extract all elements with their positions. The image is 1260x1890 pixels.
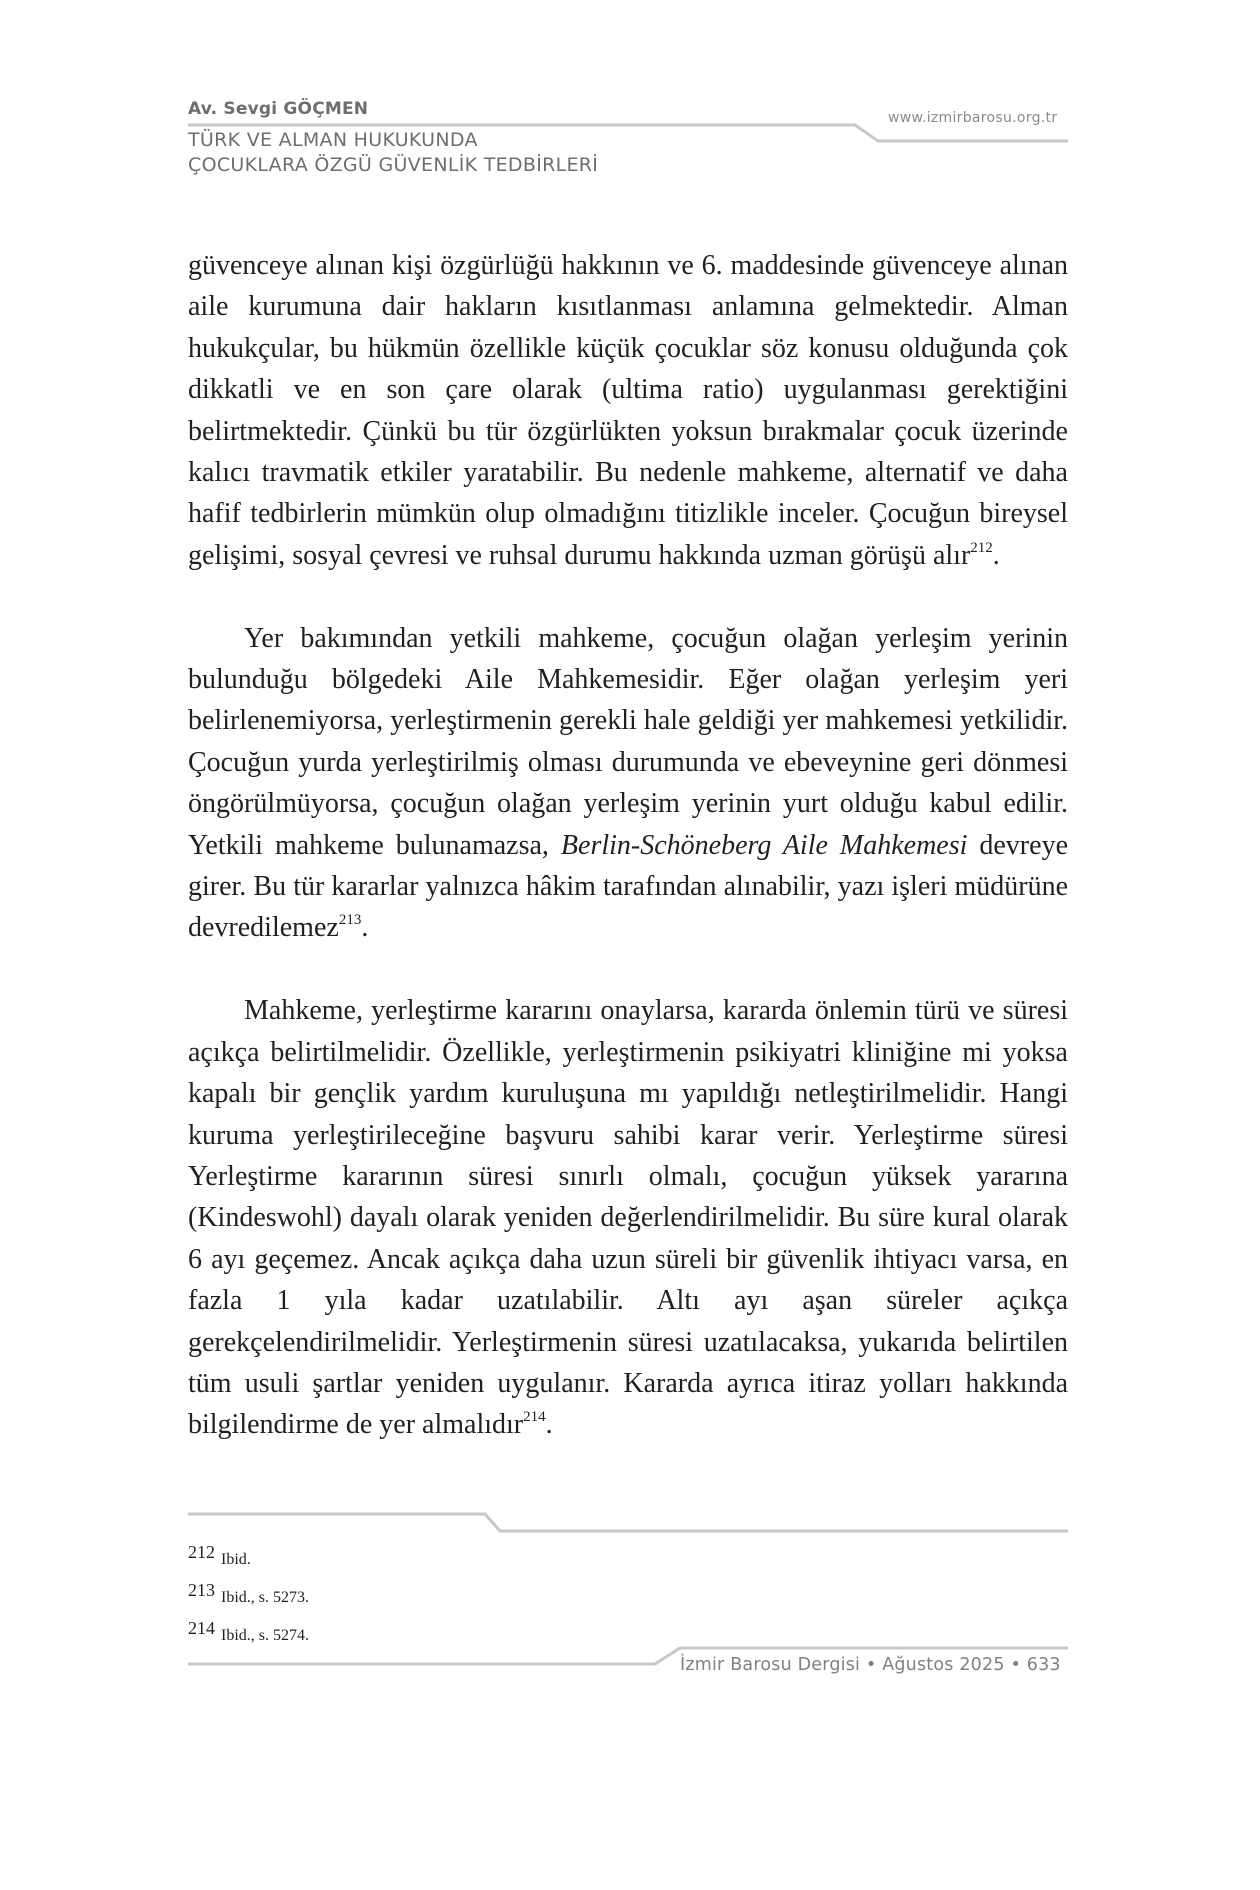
paragraph-2 xyxy=(188,618,1068,949)
footer-separator: • xyxy=(865,1655,877,1675)
paragraph-2-text-cont: devreye girer. Bu tür kararlar yalnızca hâkim tarafından alınabilir, yazı işleri müdürüne devredilemez xyxy=(188,829,1068,944)
footnote-number: 212 xyxy=(188,1542,215,1562)
header-author: Av. Sevgi GÖÇMEN xyxy=(188,99,369,119)
paragraph-2-end: . xyxy=(361,912,369,944)
footnote-text: Ibid., s. 5274. xyxy=(221,1627,309,1644)
header-url[interactable]: www.izmirbarosu.org.tr xyxy=(888,110,1058,126)
footnote-item xyxy=(188,1609,309,1647)
page-footer xyxy=(680,1655,1061,1675)
paragraph-1-end: . xyxy=(992,539,1000,571)
header-title-line-2: ÇOCUKLARA ÖZGÜ GÜVENLİK TEDBİRLERİ xyxy=(188,154,599,176)
footer-separator: • xyxy=(1010,1655,1021,1675)
footer-issue: Ağustos 2025 xyxy=(882,1655,1005,1675)
footnote-ref-214[interactable]: 214 xyxy=(523,1409,546,1426)
footnote-ref-212[interactable]: 212 xyxy=(970,539,993,556)
footer-journal-name: İzmir Barosu Dergisi xyxy=(680,1655,861,1675)
footnote-text: Ibid., s. 5273. xyxy=(221,1589,309,1606)
paragraph-3-end: . xyxy=(545,1409,553,1441)
paragraph-1-text: güvenceye alınan kişi özgürlüğü hakkının ve 6. maddesinde güvenceye alınan aile kurumuna dair hakların kısıtlanması anlamına gelmektedir. Alman hukukçular, bu hükmün özellikle küçük çocuklar söz konusu olduğunda çok dikkatli ve en son çare olarak (ultima ratio) uygulanması gerektiğini belirtmektedir. Çünkü bu tür özgürlükten yoksun bırakmalar çocuk üzerinde kalıcı travmatik etkiler yaratabilir. Bu nedenle mahkeme, alternatif ve daha hafif tedbirlerin mümkün olup olmadığını titizlikle inceler. Çocuğun bireysel gelişimi, sosyal çevresi ve ruhsal durumu hakkında uzman görüşü alır xyxy=(188,250,1068,571)
footnote-text: Ibid. xyxy=(221,1551,251,1568)
paragraph-2-italic-court: Berlin-Schöneberg Aile Mahkemesi xyxy=(560,829,968,861)
paragraph-2-text: Yer bakımından yetkili mahkeme, çocuğun olağan yerleşim yerinin bulunduğu bölgedeki Aile Mahkemesidir. Eğer olağan yerleşim yeri belirlenemiyorsa, yerleştirmenin gerekli hale geldiği yer mahkemesi yetkilidir. Çocuğun yurda yerleştirilmiş olması durumunda ve ebeveynine geri dönmesi öngörülmüyorsa, çocuğun olağan yerleşim yerinin yurt olduğu kabul edilir. Yetkili mahkeme bulunamazsa, xyxy=(188,622,1068,861)
footnote-item xyxy=(188,1533,309,1571)
paragraph-3 xyxy=(188,990,1068,1445)
footnote-separator-rule xyxy=(188,1514,1068,1531)
article-body xyxy=(188,245,1068,1487)
paragraph-1 xyxy=(188,245,1068,576)
footnote-ref-213[interactable]: 213 xyxy=(338,912,362,929)
footnote-item xyxy=(188,1571,309,1609)
paragraph-3-text: Mahkeme, yerleştirme kararını onaylarsa, kararda önlemin türü ve süresi açıkça belirtilmelidir. Özellikle, yerleştirmenin psikiyatri kliniğine mi yoksa kapalı bir gençlik yardım kuruluşuna mı yapıldığı netleştirilmelidir. Hangi kuruma yerleştirileceğine başvuru sahibi karar verir. Yerleştirme süresi Yerleştirme kararının süresi sınırlı olmalı, çocuğun yüksek yararına (Kindeswohl) dayalı olarak yeniden değerlendirilmelidir. Bu süre kural olarak 6 ayı geçemez. Ancak açıkça daha uzun süreli bir güvenlik ihtiyacı varsa, en fazla 1 yıla kadar uzatılabilir. Altı ayı aşan süreler açıkça gerekçelendirilmelidir. Yerleştirmenin süresi uzatılacaksa, yukarıda belirtilen tüm usuli şartlar yeniden uygulanır. Kararda ayrıca itiraz yolları hakkında bilgilendirme de yer almalıdır xyxy=(188,995,1068,1441)
footnotes xyxy=(188,1533,309,1647)
footnote-number: 214 xyxy=(188,1618,215,1638)
page-number: 633 xyxy=(1026,1655,1061,1675)
header-article-title xyxy=(188,128,598,178)
header-title-line-1: TÜRK VE ALMAN HUKUKUNDA xyxy=(188,129,478,151)
footnote-number: 213 xyxy=(188,1580,215,1600)
